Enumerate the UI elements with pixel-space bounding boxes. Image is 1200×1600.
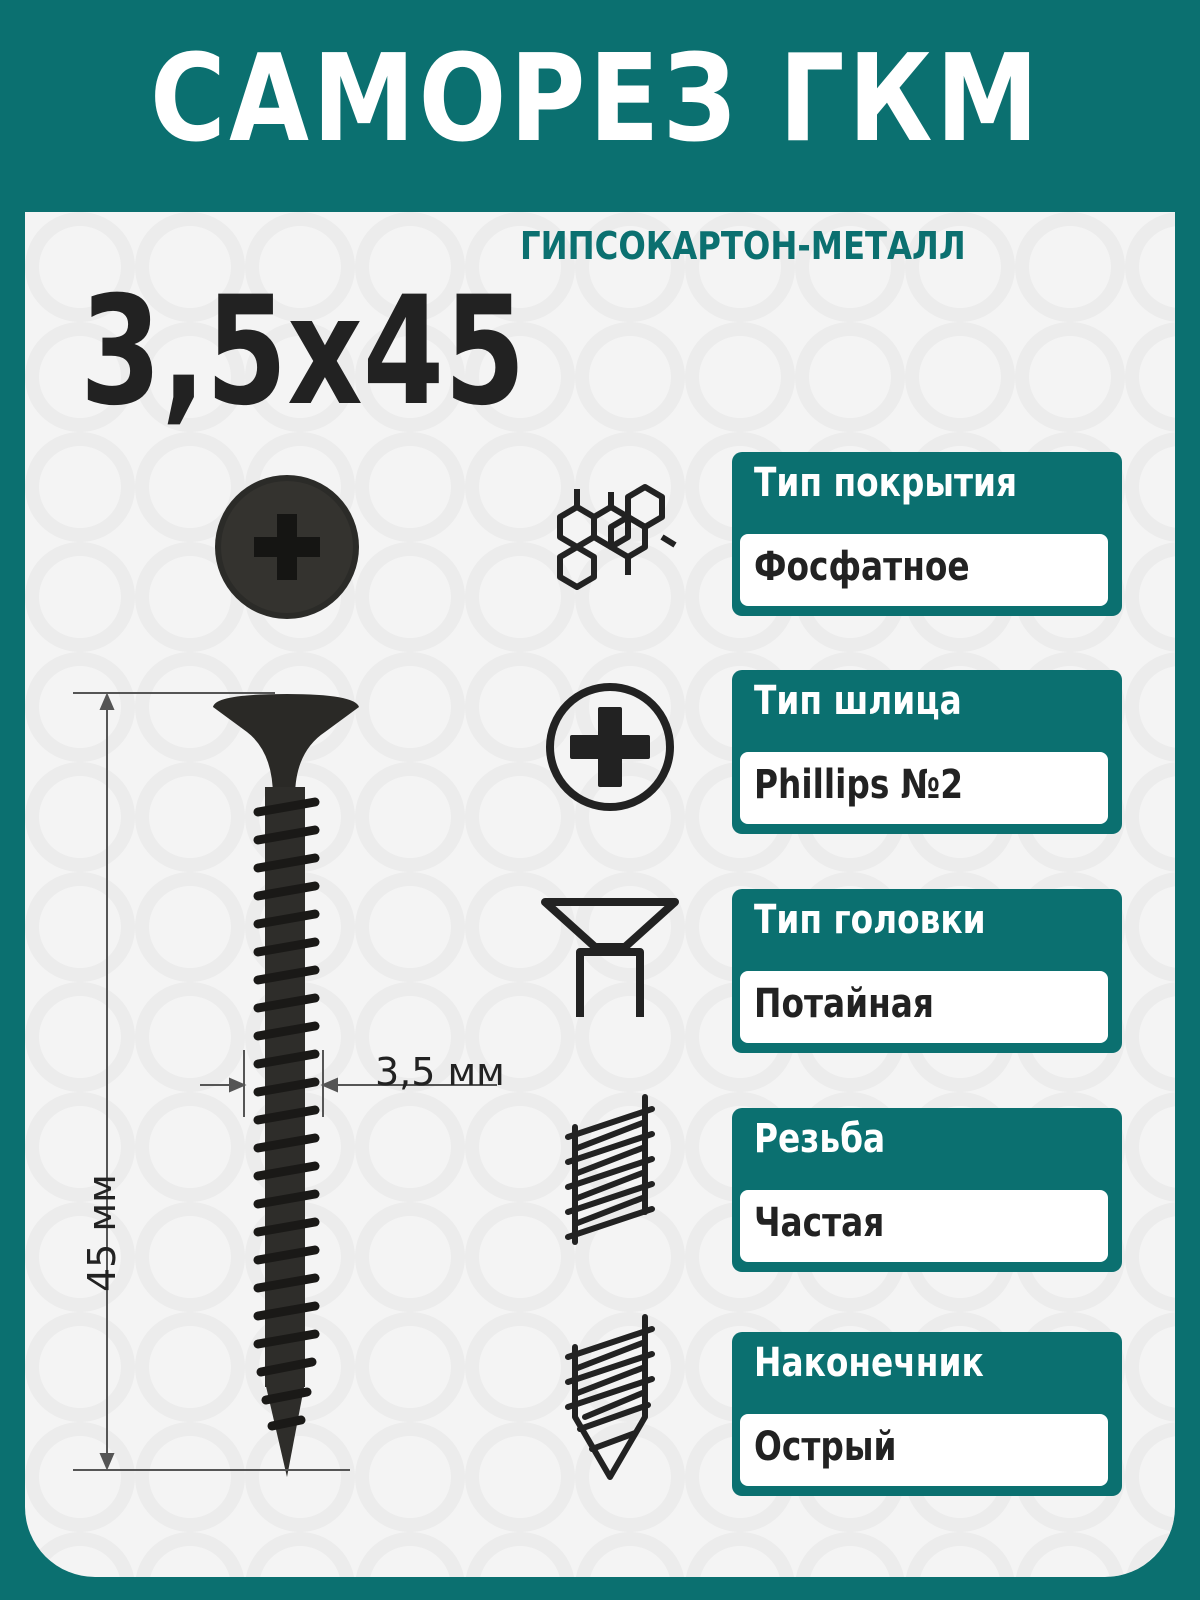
hexagon-molecule-icon bbox=[540, 457, 680, 597]
spec-value-box bbox=[740, 752, 1108, 824]
spec-card-thread bbox=[732, 1108, 1122, 1272]
spec-value-box bbox=[740, 1414, 1108, 1486]
product-size: 3,5х45 bbox=[80, 265, 526, 439]
spec-value: Фосфатное bbox=[754, 544, 970, 590]
spec-value-box bbox=[740, 1190, 1108, 1262]
spec-value: Острый bbox=[754, 1424, 897, 1470]
content-panel bbox=[25, 212, 1175, 1577]
phillips-slot-icon bbox=[540, 677, 680, 817]
product-subtitle: ГИПСОКАРТОН-МЕТАЛЛ bbox=[520, 224, 966, 268]
spec-label: Тип шлица bbox=[754, 678, 962, 724]
spec-card-coating bbox=[732, 452, 1122, 616]
spec-value: Phillips №2 bbox=[754, 762, 964, 808]
spec-card-tip bbox=[732, 1332, 1122, 1496]
thread-icon bbox=[560, 1087, 660, 1247]
spec-label: Резьба bbox=[754, 1116, 886, 1162]
spec-card-slot bbox=[732, 670, 1122, 834]
spec-card-head bbox=[732, 889, 1122, 1053]
page-title: САМОРЕЗ ГКМ bbox=[150, 30, 1043, 169]
sharp-tip-icon bbox=[560, 1307, 660, 1482]
length-dimension: 45 мм bbox=[80, 1174, 124, 1292]
spec-label: Тип покрытия bbox=[754, 460, 1018, 506]
countersunk-head-icon bbox=[540, 892, 680, 1022]
spec-value: Частая bbox=[754, 1200, 885, 1246]
diameter-dimension: 3,5 мм bbox=[375, 1050, 505, 1094]
spec-label: Тип головки bbox=[754, 897, 986, 943]
spec-value-box bbox=[740, 534, 1108, 606]
spec-value: Потайная bbox=[754, 981, 934, 1027]
spec-value-box bbox=[740, 971, 1108, 1043]
spec-label: Наконечник bbox=[754, 1340, 984, 1386]
